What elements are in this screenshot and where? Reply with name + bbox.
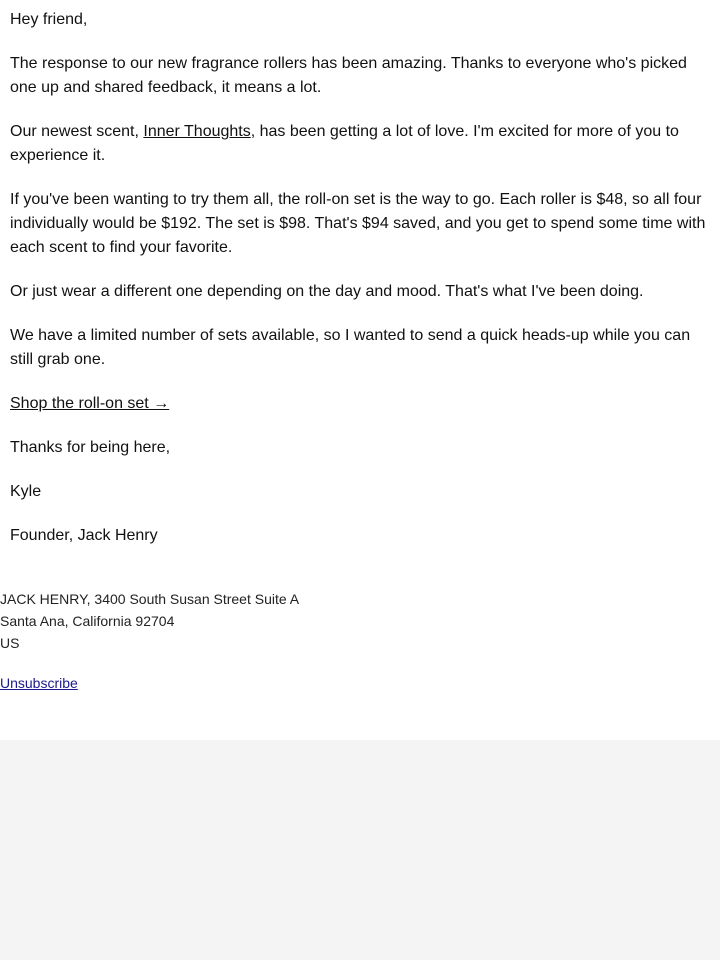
address-line-3: US — [0, 635, 20, 651]
paragraph-limited: We have a limited number of sets available, so I wanted to send a quick heads-up while you can still grab one. — [10, 327, 691, 368]
paragraph-text: Our newest scent, — [10, 123, 144, 140]
address-line-2: Santa Ana, California 92704 — [0, 613, 175, 629]
unsubscribe-link[interactable]: Unsubscribe — [0, 675, 78, 691]
inner-thoughts-link[interactable]: Inner Thoughts — [143, 123, 251, 140]
signature-name: Kyle — [10, 483, 42, 500]
closing: Thanks for being here, — [10, 439, 171, 456]
paragraph-pricing: If you've been wanting to try them all, the roll-on set is the way to go. Each roller is $48, so all four individually would be $192. The set is $98. That's $94 saved, and you get to spend some time with each scent to find your favorite. — [10, 191, 706, 256]
address-line-1: JACK HENRY, 3400 South Susan Street Suite A — [0, 591, 300, 607]
paragraph-response: The response to our new fragrance rollers has been amazing. Thanks to everyone who's picked one up and shared feedback, it means a lot. — [10, 55, 687, 96]
signature-title: Founder, Jack Henry — [10, 527, 158, 544]
email-content — [10, 8, 710, 568]
paragraph-text: , has been getting a lot of love. I'm excited for more of you to experience it. — [10, 123, 679, 164]
shop-roll-on-set-link[interactable]: Shop the roll-on set → — [10, 395, 170, 412]
greeting: Hey friend, — [10, 11, 88, 28]
cta-paragraph — [10, 392, 710, 416]
paragraph-mood: Or just wear a different one depending on the day and mood. That's what I've been doing. — [10, 283, 644, 300]
email-footer — [0, 588, 720, 694]
paragraph-newest-scent — [10, 120, 710, 168]
